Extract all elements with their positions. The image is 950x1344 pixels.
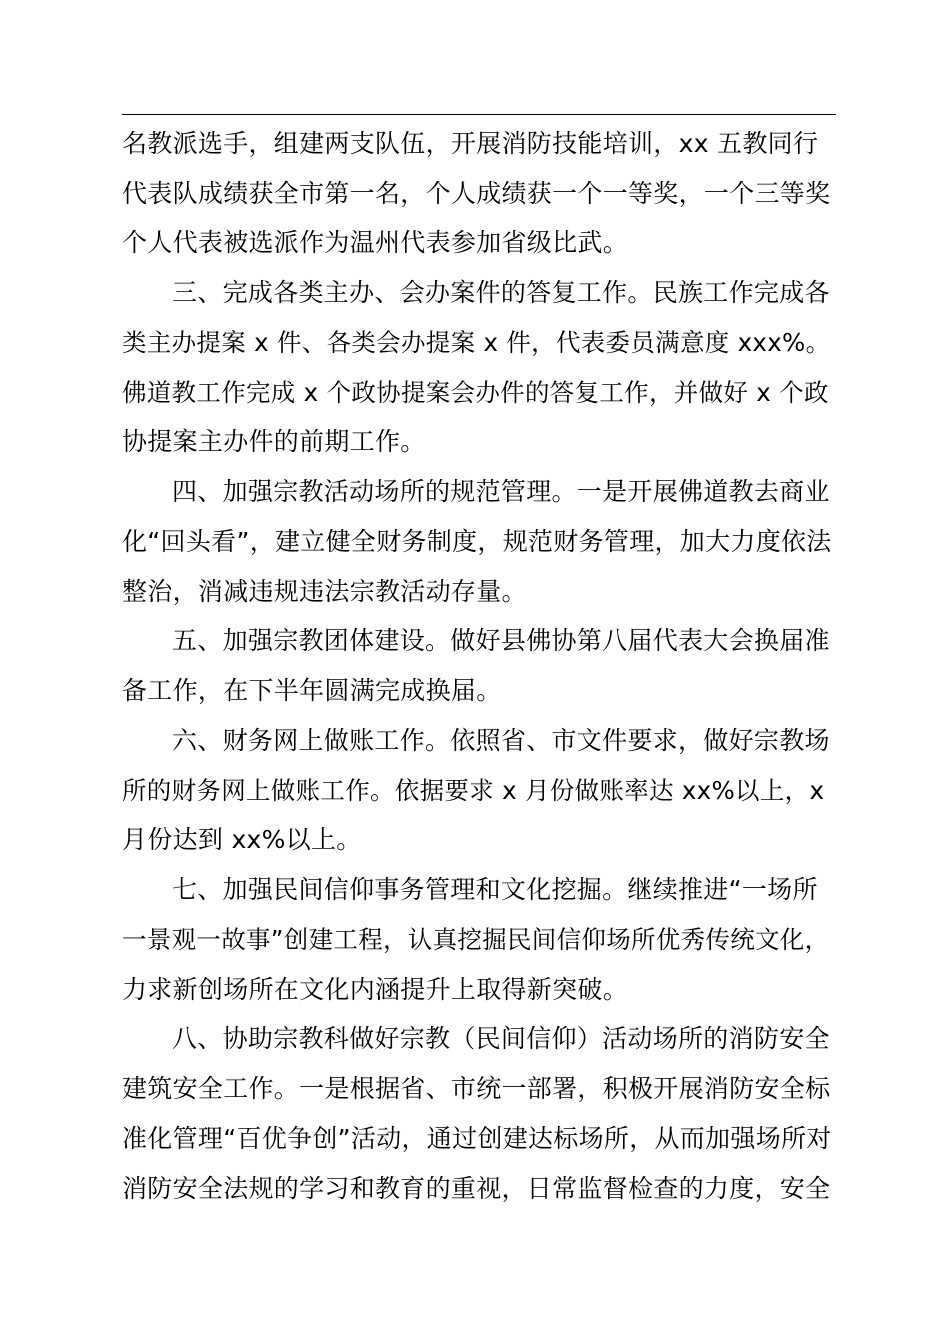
header-rule	[122, 114, 836, 115]
text-line: 一景观一故事”创建工程，认真挖掘民间信仰场所优秀传统文化，	[122, 925, 830, 954]
text-line: 所的财务网上做账工作。依据要求 x 月份做账率达 xx%以上，x	[122, 776, 825, 805]
paragraph-heading-line: 四、加强宗教活动场所的规范管理。一是开展佛道教去商业	[172, 477, 830, 506]
text-line: 建筑安全工作。一是根据省、市统一部署，积极开展消防安全标	[122, 1074, 831, 1103]
text-line: 备工作，在下半年圆满完成换届。	[122, 676, 502, 705]
text-line: 个人代表被选派作为温州代表参加省级比武。	[122, 228, 629, 257]
text-line: 名教派选手，组建两支队伍，开展消防技能培训，xx 五教同行	[122, 129, 819, 158]
text-line: 准化管理“百优争创”活动，通过创建达标场所，从而加强场所对	[122, 1124, 832, 1153]
paragraph-heading-line: 七、加强民间信仰事务管理和文化挖掘。继续推进“一场所	[172, 875, 818, 904]
text-line: 代表队成绩获全市第一名，个人成绩获一个一等奖，一个三等奖	[122, 179, 831, 208]
paragraph-heading-line: 五、加强宗教团体建设。做好县佛协第八届代表大会换届准	[172, 626, 830, 655]
text-line: 协提案主办件的前期工作。	[122, 427, 426, 456]
text-line: 力求新创场所在文化内涵提升上取得新突破。	[122, 975, 629, 1004]
paragraph-heading-line: 八、协助宗教科做好宗教（民间信仰）活动场所的消防安全	[172, 1024, 830, 1053]
text-line: 化“回头看”，建立健全财务制度，规范财务管理，加大力度依法	[122, 527, 832, 556]
text-line: 整治，消减违规违法宗教活动存量。	[122, 577, 527, 606]
paragraph-heading-line: 六、财务网上做账工作。依照省、市文件要求，做好宗教场	[172, 726, 830, 755]
paragraph-heading-line: 三、完成各类主办、会办案件的答复工作。民族工作完成各	[172, 278, 830, 307]
text-line: 类主办提案 x 件、各类会办提案 x 件，代表委员满意度 xxx%。	[122, 328, 831, 357]
text-line: 月份达到 xx%以上。	[122, 825, 362, 854]
text-line: 佛道教工作完成 x 个政协提案会办件的答复工作，并做好 x 个政	[122, 378, 829, 407]
text-line: 消防安全法规的学习和教育的重视，日常监督检查的力度，安全	[122, 1174, 831, 1203]
